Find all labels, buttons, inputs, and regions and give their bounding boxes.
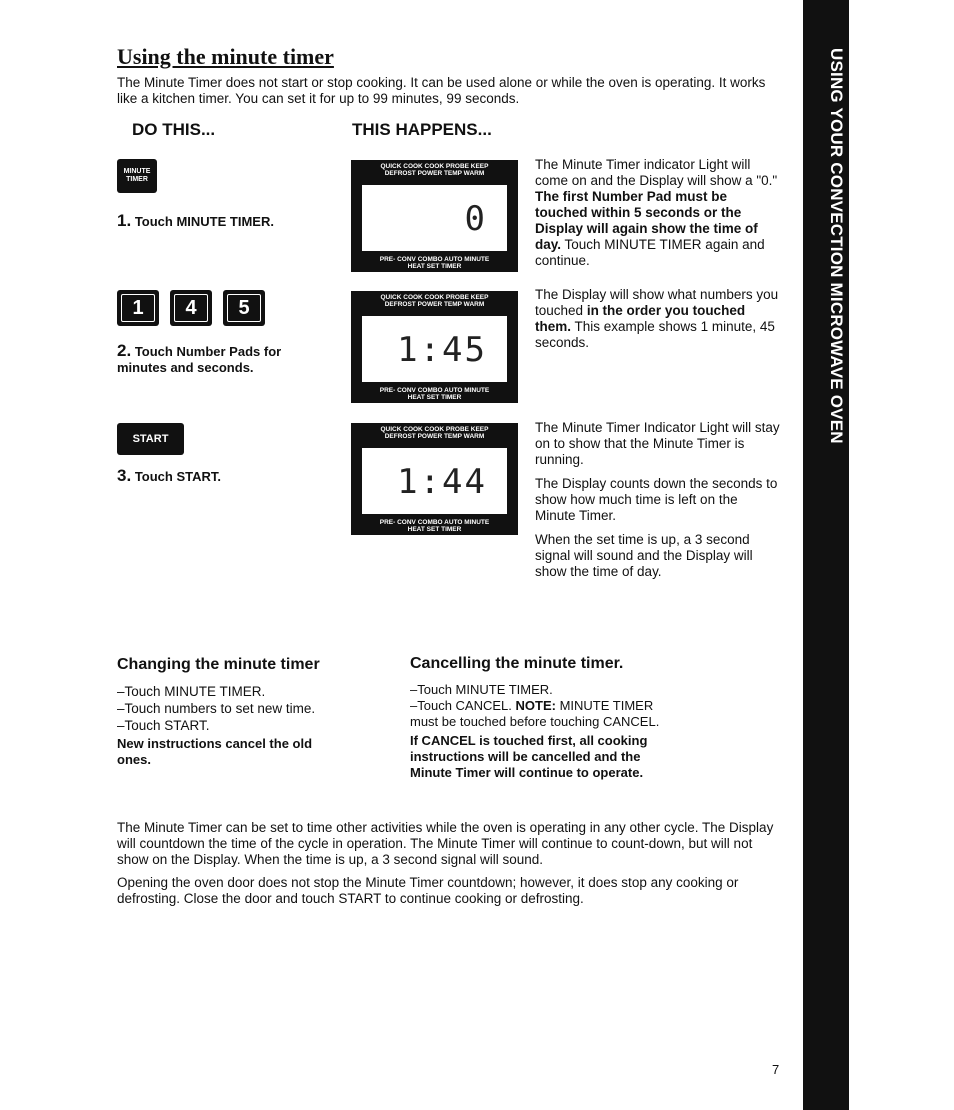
start-key-label: START [132,433,169,445]
step-2-desc-a: The Display will show what numbers you touched [535,287,779,318]
panel-2-display: 1:45 [397,330,487,370]
panel-2-bottom-line2: HEAT SET TIMER [407,394,462,401]
paragraph-2: Opening the oven door does not stop the Minute Timer countdown; however, it does stop any cooking or defrosting. Close the door and touch START to continue cooking or defrosting. [117,875,739,906]
panel-3-top-labels [351,426,518,440]
minute-timer-key-label: MINUTE TIMER [123,168,151,183]
step-1-instruction [117,213,274,230]
cancelling-note-text: MINUTE TIMER must be touched before touching CANCEL. [410,698,660,729]
this-happens-header: THIS HAPPENS... [352,120,492,139]
panel-1-top-line1: QUICK COOK COOK PROBE KEEP [380,163,489,170]
cancelling-item-2-prefix: –Touch CANCEL. [410,698,512,713]
cancelling-note-label: NOTE: [515,698,556,713]
panel-3-bottom-line1: PRE- CONV COMBO AUTO MINUTE [379,519,490,526]
number-key-5 [223,290,265,326]
step-3-instruction [117,468,221,485]
step-1-number: 1. [117,211,132,230]
panel-1-bottom-labels [351,256,518,270]
panel-2-top-line2: DEFROST POWER TEMP WARM [384,301,485,308]
step-2-number: 2. [117,341,132,360]
step-3-description [535,420,780,580]
step-2-desc-b: This example shows 1 minute, 45 seconds. [535,319,775,350]
panel-3-top-line1: QUICK COOK COOK PROBE KEEP [380,426,489,433]
panel-2-bottom-line1: PRE- CONV COMBO AUTO MINUTE [379,387,490,394]
step-1-desc-b: Touch MINUTE TIMER again and continue. [535,237,765,268]
step-2-instruction [117,343,317,376]
panel-2-top-labels [351,294,518,308]
panel-1-bottom-line1: PRE- CONV COMBO AUTO MINUTE [379,256,490,263]
step-1-desc-a: The Minute Timer indicator Light will come on and the Display will show a "0." [535,157,778,188]
step-2-desc-bold: in the order you touched them. [535,303,746,334]
panel-2-bottom-labels [351,387,518,401]
changing-list [117,683,367,734]
step-3-desc-p3: When the set time is up, a 3 second signal will sound and the Display will show the time of day. [535,532,753,579]
step-3-text: Touch START. [134,469,221,484]
minute-timer-key [117,159,157,193]
step-3-desc-p1: The Minute Timer Indicator Light will stay on to show that the Minute Timer is running. [535,420,780,467]
display-panel-1 [351,160,518,272]
number-key-5-label: 5 [238,296,250,319]
cancelling-list [410,682,670,730]
page-number: 7 [772,1062,780,1077]
changing-section [117,656,367,768]
panel-3-bottom-line2: HEAT SET TIMER [407,526,462,533]
cancelling-item-2 [410,698,670,730]
panel-3-bottom-labels [351,519,518,533]
panel-1-screen [360,183,509,253]
panel-1-display: 0 [464,199,487,239]
panel-3-screen [360,446,509,516]
panel-1-bottom-line2: HEAT SET TIMER [407,263,462,270]
side-tab-label: USING YOUR CONVECTION MICROWAVE OVEN [827,48,846,444]
paragraph-1: The Minute Timer can be set to time other activities while the oven is operating in any other cycle. The Display will countdown the time of the cycle in operation. The Minute Timer will continue to count-down, but will not show on the Display. When the time is up, a 3 second signal will sound. [117,820,774,867]
cancelling-heading: Cancelling the minute timer. [410,655,624,672]
number-key-1 [117,290,159,326]
changing-item-1: –Touch MINUTE TIMER. [117,684,266,699]
intro-text: The Minute Timer does not start or stop cooking. It can be used alone or while the oven is operating. It works like a kitchen timer. You can set it for up to 99 minutes, 99 seconds. [117,75,766,106]
number-key-1-label: 1 [132,296,144,319]
cancelling-section [410,655,670,781]
step-2-text: Touch Number Pads for minutes and seconds. [117,344,282,375]
number-key-4 [170,290,212,326]
cancelling-item-1: –Touch MINUTE TIMER. [410,682,553,697]
panel-1-top-line2: DEFROST POWER TEMP WARM [384,170,485,177]
cancelling-warning: If CANCEL is touched first, all cooking instructions will be cancelled and the Minute Timer will continue to operate. [410,733,648,780]
changing-item-2: –Touch numbers to set new time. [117,701,316,716]
step-2-description [535,287,780,351]
do-this-header: DO THIS... [132,120,216,139]
step-1-description [535,157,780,269]
changing-item-3: –Touch START. [117,718,210,733]
panel-3-display: 1:44 [397,462,487,502]
display-panel-2 [351,291,518,403]
panel-2-top-line1: QUICK COOK COOK PROBE KEEP [380,294,489,301]
display-panel-3 [351,423,518,535]
step-1-text: Touch MINUTE TIMER. [134,214,274,229]
step-1-desc-bold: The first Number Pad must be touched within 5 seconds or the Display will again show the time of day. [535,189,758,252]
panel-3-top-line2: DEFROST POWER TEMP WARM [384,433,485,440]
start-key [117,423,184,455]
changing-note: New instructions cancel the old ones. [117,736,313,767]
panel-1-top-labels [351,163,518,177]
page-title: Using the minute timer [117,44,334,69]
step-3-number: 3. [117,466,132,485]
panel-2-screen [360,314,509,384]
step-3-desc-p2: The Display counts down the seconds to show how much time is left on the Minute Timer. [535,476,778,523]
number-key-4-label: 4 [185,296,197,319]
changing-heading: Changing the minute timer [117,656,320,673]
